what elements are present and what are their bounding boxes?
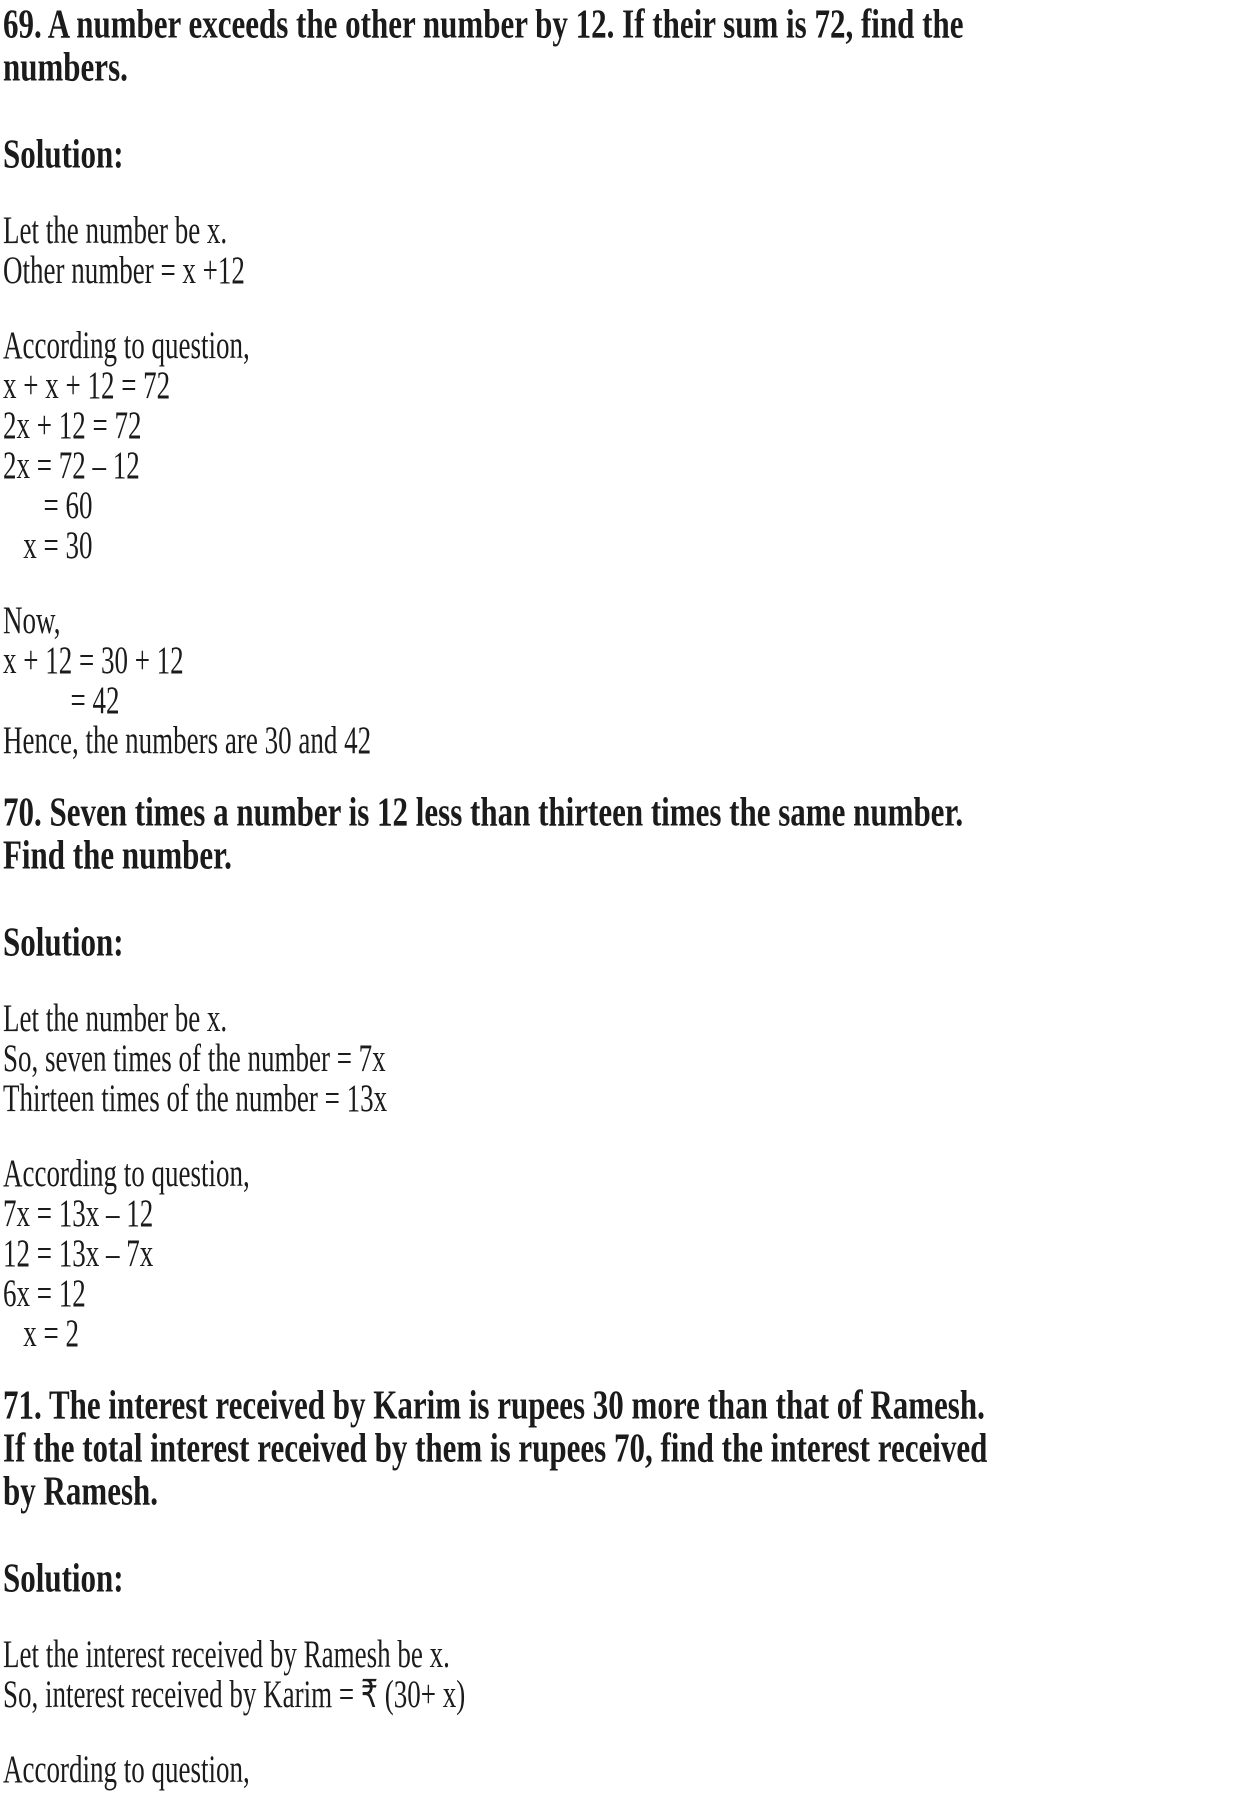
problem-71-heading-line-1: 71. The interest received by Karim is rupees 30 more than that of Ramesh. [3,1381,985,1428]
solution-line: So, seven times of the number = 7x [3,1036,386,1080]
problem-69-heading-line-2: numbers. [3,43,128,90]
solution-line: According to question, [3,1747,250,1791]
problem-69-heading-line-1: 69. A number exceeds the other number by 12. If their sum is 72, find the [3,0,964,47]
solution-line: x = 30 [3,523,93,567]
problem-71-paragraph-1 [3,1634,1237,1714]
problem-69-paragraph-2 [3,325,1237,565]
solution-line: According to question, [3,323,250,367]
solution-line: Let the number be x. [3,996,228,1040]
problem-70 [3,790,1237,1353]
solution-line: = 60 [3,483,93,527]
solution-line: 7x = 13x – 12 [3,1191,154,1235]
solution-line: = 42 [3,678,120,722]
solution-line: Hence, the numbers are 30 and 42 [3,718,372,762]
solution-line: So, interest received by Karim = ₹ (30+ x) [3,1672,466,1716]
solution-line: Let the interest received by Ramesh be x. [3,1632,450,1676]
problem-71-heading-line-2: If the total interest received by them is rupees 70, find the interest received [3,1424,988,1471]
problem-69 [3,2,1237,760]
solution-line: Other number = x +12 [3,248,245,292]
problem-71-solution-label: Solution: [3,1554,124,1601]
solution-line: Let the number be x. [3,208,228,252]
problem-69-solution-label: Solution: [3,130,124,177]
problem-70-heading-line-2: Find the number. [3,831,232,878]
solution-line: 2x = 72 – 12 [3,443,140,487]
solution-line: x = 2 [3,1311,79,1355]
solution-line: 2x + 12 = 72 [3,403,142,447]
problem-70-paragraph-1 [3,998,1237,1118]
problem-71-heading-line-3: by Ramesh. [3,1467,159,1514]
problem-69-heading [3,2,1237,88]
solution-line: 12 = 13x – 7x [3,1231,154,1275]
solution-line: Now, [3,598,61,642]
problem-70-paragraph-2 [3,1153,1237,1353]
problem-70-heading [3,790,1237,876]
solution-line: x + x + 12 = 72 [3,363,171,407]
problem-70-solution-label: Solution: [3,918,124,965]
solution-line: x + 12 = 30 + 12 [3,638,184,682]
solution-line: Thirteen times of the number = 13x [3,1076,388,1120]
problem-71-paragraph-2 [3,1749,1237,1789]
problem-71-heading [3,1383,1237,1512]
problem-71 [3,1383,1237,1789]
problem-69-paragraph-1 [3,210,1237,290]
solution-line: According to question, [3,1151,250,1195]
solution-line: 6x = 12 [3,1271,86,1315]
problem-70-heading-line-1: 70. Seven times a number is 12 less than thirteen times the same number. [3,788,964,835]
problem-69-paragraph-3 [3,600,1237,760]
